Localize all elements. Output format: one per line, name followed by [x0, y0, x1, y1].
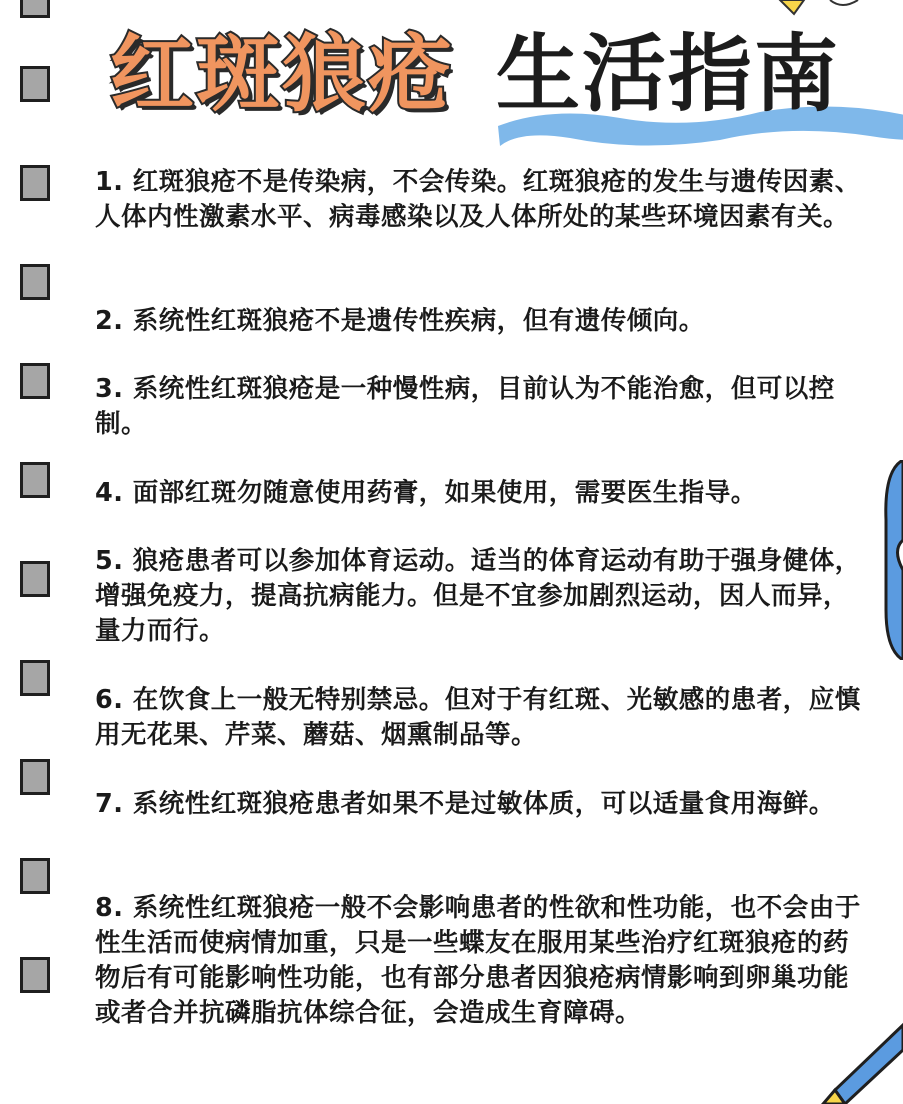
guide-item-2: 2. 系统性红斑狼疮不是遗传性疾病，但有遗传倾向。	[95, 306, 705, 336]
binder-square	[20, 264, 50, 300]
title-highlight: 红斑狼疮	[110, 25, 455, 123]
guide-item-4: 4. 面部红斑勿随意使用药膏，如果使用，需要医生指导。	[95, 478, 757, 508]
page-title	[110, 18, 880, 133]
binder-square	[20, 0, 50, 18]
side-shape-decoration	[880, 460, 903, 660]
binder-square	[20, 462, 50, 498]
guide-item-6: 6. 在饮食上一般无特别禁忌。但对于有红斑、光敏感的患者，应慎用无花果、芹菜、蘑菇、烟熏制品等。	[95, 685, 861, 750]
title-main: 生活指南	[496, 25, 841, 123]
binder-square	[20, 660, 50, 696]
binder-square	[20, 66, 50, 102]
guide-item-8: 8. 系统性红斑狼疮一般不会影响患者的性欲和性功能，也不会由于性生活而使病情加重，只是一些蝶友在服用某些治疗红斑狼疮的药物后有可能影响性功能，也有部分患者因狼疮病情影响到卵巢功能或者合并抗磷脂抗体综合征，会造成生育障碍。	[95, 893, 861, 1028]
guide-item-5: 5. 狼疮患者可以参加体育运动。适当的体育运动有助于强身健体，增强免疫力，提高抗病能力。但是不宜参加剧烈运动，因人而异，量力而行。	[95, 546, 861, 646]
binder-square	[20, 957, 50, 993]
binder-square	[20, 561, 50, 597]
binder-square	[20, 858, 50, 894]
pencil-icon	[815, 1020, 903, 1104]
guide-item-7: 7. 系统性红斑狼疮患者如果不是过敏体质，可以适量食用海鲜。	[95, 789, 835, 819]
guide-item-1: 1. 红斑狼疮不是传染病，不会传染。红斑狼疮的发生与遗传因素、人体内性激素水平、病毒感染以及人体所处的某些环境因素有关。	[95, 167, 861, 232]
guide-item-3: 3. 系统性红斑狼疮是一种慢性病，目前认为不能治愈，但可以控制。	[95, 374, 835, 439]
binder-square	[20, 165, 50, 201]
binder-square	[20, 759, 50, 795]
binder-square	[20, 363, 50, 399]
